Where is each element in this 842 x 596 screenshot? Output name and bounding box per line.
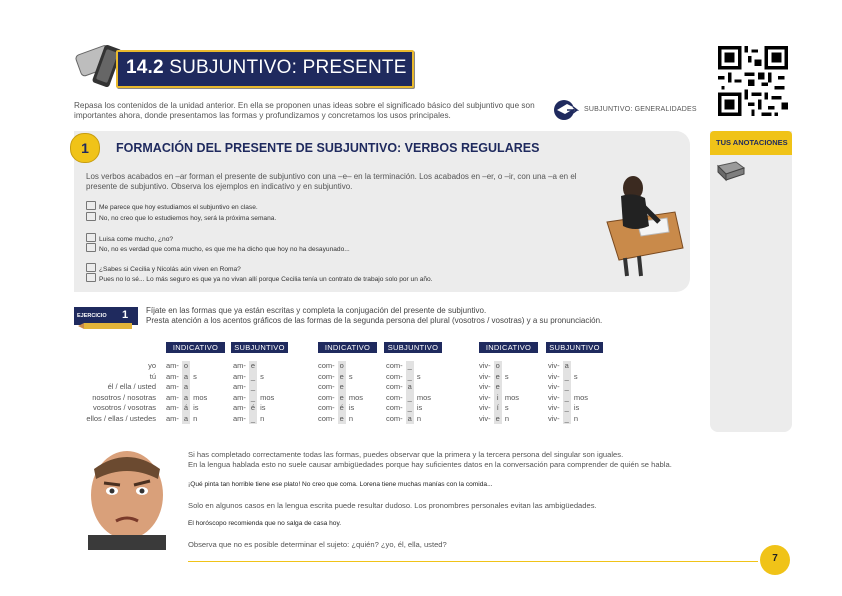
conjugation-form: com- _ s	[386, 371, 421, 381]
conjugation-form: com- e	[318, 382, 344, 391]
conjugation-form: viv- e	[479, 382, 500, 391]
example-line: ¿Sabes si Cecilia y Nicolás aún viven en Roma?	[86, 263, 241, 273]
conjugation-form: viv- e n	[479, 413, 510, 423]
pencil-icon	[78, 323, 134, 329]
header-indicativo-er: INDICATIVO	[318, 342, 377, 353]
conjugation-form: viv- _ is	[548, 403, 580, 412]
section-text: Los verbos acabados en –ar forman el presente de subjuntivo con una –e– en la terminación. Los acabados en –er, o –ir, con una –a en el presente de subjuntivo. Observa los ejemplos en indicativo y en subjuntivo.	[86, 172, 577, 191]
intro-text: Repasa los contenidos de la unidad anterior. En ella se proponen unas ideas sobre el significado básico del subjuntivo que son importantes ahora, donde presentamos las formas y profundizamos y concretamos los usos principales.	[74, 101, 535, 120]
conjugation-form: am- a	[166, 382, 189, 391]
speech-icon	[86, 201, 96, 210]
conjugation-form: viv- í s	[479, 403, 509, 412]
section-title: FORMACIÓN DEL PRESENTE DE SUBJUNTIVO: VERBOS REGULARES	[116, 141, 540, 155]
conjugation-form: am- é is	[233, 403, 266, 412]
conjugation-form: viv- a	[548, 361, 569, 370]
speech-icon	[86, 273, 96, 282]
man-thinking-photo	[74, 449, 180, 550]
conj-col-ir-ind	[479, 361, 519, 424]
header-subjuntivo-er: SUBJUNTIVO	[384, 342, 442, 353]
header-indicativo-ir: INDICATIVO	[479, 342, 538, 353]
bottom-paragraph: Solo en algunos casos en la lengua escrita puede resultar dudoso. Los pronombres personales evitan las ambigüedades.	[188, 501, 597, 510]
page-title	[116, 50, 414, 88]
footer-line	[188, 561, 758, 562]
conjugation-form: am- _ n	[233, 413, 265, 423]
conjugation-form: viv- i mos	[479, 392, 520, 402]
conjugation-form: am- á is	[166, 403, 199, 412]
conjugation-form: com- a n	[386, 413, 422, 423]
conjugation-form: com- _ is	[386, 403, 423, 412]
qr-code-icon[interactable]	[718, 46, 788, 116]
speech-icon	[86, 233, 96, 242]
exercise-number: 1	[122, 309, 129, 321]
conjugation-form: viv- _ n	[548, 413, 579, 423]
page-number: 7	[772, 553, 778, 564]
page-number-badge	[760, 545, 790, 575]
example-line: No, no es verdad que coma mucho, es que me ha dicho que hoy no ha desayunado...	[86, 243, 350, 253]
conj-col-ir-sub[interactable]	[548, 361, 588, 424]
pronoun-column: yo tú él / ella / usted nosotros / nosotras vosotros / vosotras ellos / ellas / ustedes	[86, 361, 156, 423]
conj-col-ar-sub[interactable]	[233, 361, 274, 424]
section-number-badge	[70, 133, 100, 163]
conjugation-form: am- _ s	[233, 371, 264, 381]
reference-link[interactable]: SUBJUNTIVO: GENERALIDADES	[584, 106, 697, 113]
conjugation-form: am- e	[233, 361, 256, 370]
conj-col-er-ind	[318, 361, 363, 424]
bottom-example: El horóscopo recomienda que no salga de casa hoy.	[188, 520, 342, 527]
sharpener-icon	[716, 160, 746, 182]
conjugation-form: com- o	[318, 361, 344, 370]
example-line: No, no creo que lo estudiemos hoy, será la próxima semana.	[86, 212, 276, 222]
conjugation-form: com- é is	[318, 403, 355, 412]
conjugation-form: viv- e s	[479, 371, 509, 381]
conjugation-form: am- o	[166, 361, 189, 370]
conjugation-form: am- a s	[166, 371, 197, 381]
example-line: Me parece que hoy estudiamos el subjuntivo en clase.	[86, 201, 258, 211]
example-line: Pues no lo sé... Lo más seguro es que ya no vivan allí porque Cecilia tenía un contrato de trabajo solo por un año.	[86, 273, 433, 283]
notes-tab	[710, 131, 792, 155]
header-indicativo-ar: INDICATIVO	[166, 342, 225, 353]
conjugation-form: am- a n	[166, 413, 198, 423]
bottom-example: ¡Qué pinta tan horrible tiene ese plato! No creo que coma. Lorena tiene muchas manías con la comida...	[188, 481, 493, 488]
reference-icon[interactable]	[553, 99, 579, 121]
title-number: 14.2	[126, 57, 164, 78]
header-subjuntivo-ir: SUBJUNTIVO	[546, 342, 603, 353]
title-text: SUBJUNTIVO: PRESENTE	[169, 57, 407, 78]
bottom-paragraph: Si has completado correctamente todas las formas, puedes observar que la primera y la tercera persona del singular son iguales. En la lengua hablada esto no suele causar ambigüedades porque hay suficientes datos en la conversación para comprender de quién se habla.	[188, 450, 672, 469]
conjugation-form: com- _ mos	[386, 392, 432, 402]
conjugation-form: viv- o	[479, 361, 500, 370]
student-writing-illustration	[597, 166, 687, 278]
example-line: Luisa come mucho, ¿no?	[86, 233, 173, 243]
conjugation-form: com- e mos	[318, 392, 364, 402]
conjugation-form: com- e n	[318, 413, 354, 423]
conjugation-form: viv- _	[548, 382, 569, 391]
conjugation-form: com- _	[386, 361, 412, 370]
exercise-instructions: Fíjate en las formas que ya están escritas y completa la conjugación del presente de subjuntivo. Presta atención a los acentos gráficos de las formas de la segunda persona del plural (vosotros / vosotras) y a su pronunciación.	[146, 306, 603, 325]
header-subjuntivo-ar: SUBJUNTIVO	[231, 342, 288, 353]
speech-icon	[86, 212, 96, 221]
conjugation-form: am- _ mos	[233, 392, 275, 402]
conjugation-form: com- e s	[318, 371, 353, 381]
conjugation-form: com- a	[386, 382, 412, 391]
notes-label: TUS ANOTACIONES	[716, 138, 788, 147]
bottom-paragraph: Observa que no es posible determinar el sujeto: ¿quién? ¿yo, él, ella, usted?	[188, 540, 447, 549]
conjugation-form: viv- _ mos	[548, 392, 589, 402]
conj-col-er-sub[interactable]	[386, 361, 431, 424]
conjugation-form: viv- _ s	[548, 371, 578, 381]
conj-col-ar-ind	[166, 361, 207, 424]
section-number: 1	[81, 140, 89, 156]
speech-icon	[86, 243, 96, 252]
speech-icon	[86, 263, 96, 272]
exercise-label: EJERCICIO	[77, 313, 107, 319]
conjugation-form: am- a mos	[166, 392, 208, 402]
conjugation-form: am- _	[233, 382, 256, 391]
